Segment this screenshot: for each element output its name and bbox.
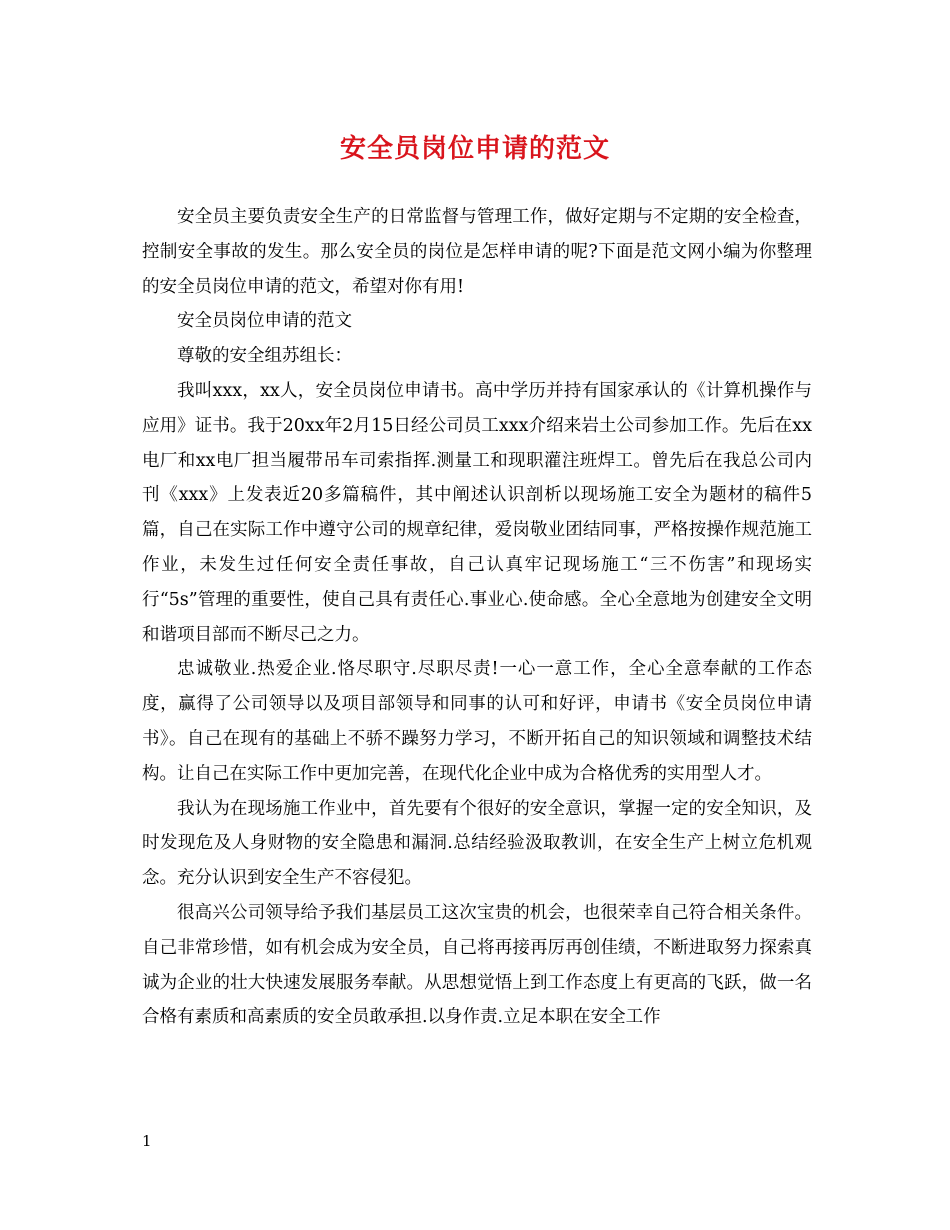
paragraph-closing: 很高兴公司领导给予我们基层员工这次宝贵的机会，也很荣幸自己符合相关条件。自己非常珍惜，如有机会成为安全员，自己将再接再厉再创佳绩，不断进取努力探索真诚为企业的壮大快速发展服务奉献。从思想觉悟上到工作态度上有更高的飞跃，做一名合格有素质和高素质的安全员敢承担.以身作责.立足本职在安全工作 — [142, 902, 812, 1028]
page-number: 1 — [142, 1132, 152, 1150]
paragraph-salutation: 尊敬的安全组苏组长： — [177, 346, 352, 367]
paragraph-intro: 安全员主要负责安全生产的日常监督与管理工作，做好定期与不定期的安全检查，控制安全事故的发生。那么安全员的岗位是怎样申请的呢?下面是范文网小编为你整理的安全员岗位申请的范文，希望对你有用! — [142, 207, 812, 297]
paragraph-safety-awareness: 我认为在现场施工作业中，首先要有个很好的安全意识，掌握一定的安全知识，及时发现危及人身财物的安全隐患和漏洞.总结经验汲取教训，在安全生产上树立危机观念。充分认识到安全生产不容侵犯。 — [142, 798, 812, 889]
document-title: 安全员岗位申请的范文 — [339, 134, 610, 164]
paragraph-subtitle: 安全员岗位申请的范文 — [177, 311, 352, 332]
document-body — [142, 200, 812, 1035]
paragraph-work-attitude: 忠诚敬业.热爱企业.恪尽职守.尽职尽责!一心一意工作，全心全意奉献的工作态度，赢得了公司领导以及项目部领导和同事的认可和好评，申请书《安全员岗位申请书》。自己在现有的基础上不骄不躁努力学习，不断开拓自己的知识领域和调整技术结构。让自己在实际工作中更加完善，在现代化企业中成为合格优秀的实用型人才。 — [142, 659, 812, 784]
paragraph-self-introduction: 我叫xxx，xx人，安全员岗位申请书。高中学历并持有国家承认的《计算机操作与应用》证书。我于20xx年2月15日经公司员工xxx介绍来岩土公司参加工作。先后在xx电厂和xx电厂担当履带吊车司索指挥.测量工和现职灌注班焊工。曾先后在我总公司内刊《xxx》上发表近20多篇稿件，其中阐述认识剖析以现场施工安全为题材的稿件5篇，自己在实际工作中遵守公司的规章纪律，爱岗敬业团结同事，严格按操作规范施工作业，未发生过任何安全责任事故，自己认真牢记现场施工“三不伤害”和现场实行“5s”管理的重要性，使自己具有责任心.事业心.使命感。全心全意地为创建安全文明和谐项目部而不断尽己之力。 — [142, 380, 812, 645]
